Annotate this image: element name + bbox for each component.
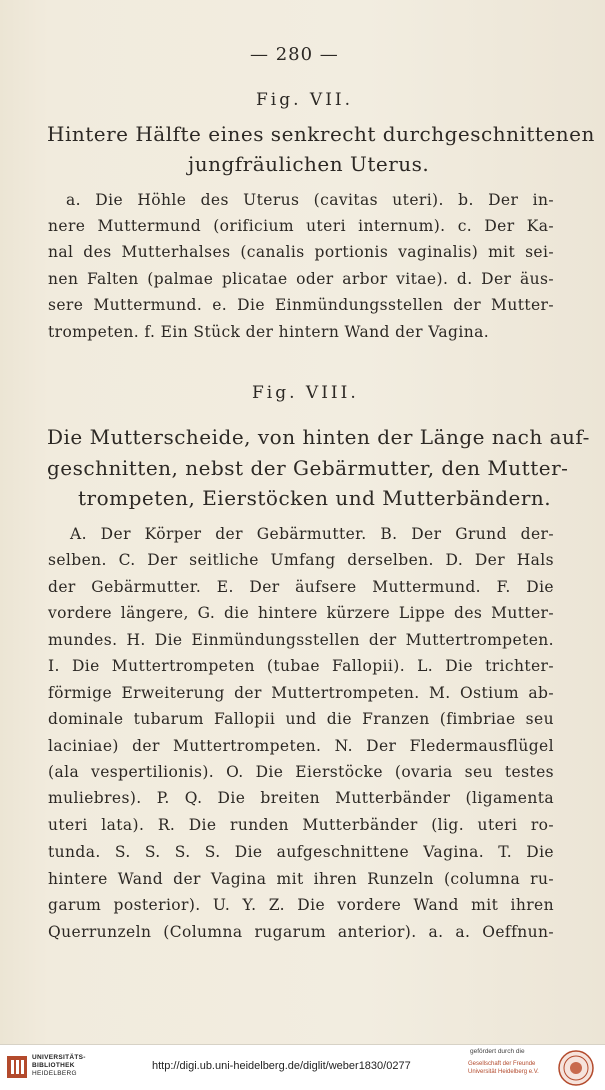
fig8-text-line: hintere Wand der Vagina mit ihren Runzeln (columna ru- [48, 870, 554, 888]
library-logo-text [32, 1054, 86, 1078]
logo-line: UNIVERSITÄTS- [32, 1054, 86, 1061]
page-number: — 280 — [250, 44, 339, 65]
fig8-text-line: dominale tubarum Fallopii und die Franzen (fimbriae seu [48, 710, 554, 728]
fig8-text-line: vordere längere, G. die hintere kürzere Lippe des Mutter- [48, 604, 554, 622]
fig8-text-line: der Gebärmutter. E. Der äufsere Muttermund. F. Die [48, 578, 554, 596]
fig8-text-line: (ala vespertilionis). O. Die Eierstöcke (ovaria seu testes [48, 763, 554, 781]
funding-org-line: Gesellschaft der Freunde [468, 1061, 536, 1067]
fig8-text-line: garum posterior). U. Y. Z. Die vordere Wand mit ihren [48, 896, 554, 914]
university-seal-icon [558, 1050, 594, 1086]
viewer-footer [0, 1044, 605, 1090]
fig8-text-line: mundes. H. Die Einmündungsstellen der Muttertrompeten. [48, 631, 554, 649]
funding-org-line: Universität Heidelberg e.V. [468, 1069, 539, 1075]
fig8-text-line: muliebres). P. Q. Die breiten Mutterbänder (ligamenta [48, 789, 554, 807]
fig7-text-line: nere Muttermund (orificium uteri internum). c. Der Ka- [48, 217, 554, 235]
logo-line: HEIDELBERG [32, 1070, 77, 1077]
university-library-logo-icon [6, 1054, 28, 1080]
fig7-text-line: a. Die Höhle des Uterus (cavitas uteri). b. Der in- [66, 191, 554, 209]
permalink-url[interactable]: http://digi.ub.uni-heidelberg.de/diglit/weber1830/0277 [152, 1060, 411, 1072]
fig8-text-line: laciniae) der Muttertrompeten. N. Der Fledermausflügel [48, 737, 554, 755]
funded-by-label: gefördert durch die [470, 1048, 525, 1055]
fig7-text-line: sere Muttermund. e. Die Einmündungsstellen der Mutter- [48, 296, 554, 314]
fig8-text-line: I. Die Muttertrompeten (tubae Fallopii). L. Die trichter- [48, 657, 554, 675]
fig8-text-line: A. Der Körper der Gebärmutter. B. Der Grund der- [70, 525, 554, 543]
funding-organization [468, 1060, 539, 1076]
fig8-text-line: förmige Erweiterung der Muttertrompeten. M. Ostium ab- [48, 684, 554, 702]
fig8-title-line: Die Mutterscheide, von hinten der Länge nach auf- [47, 425, 590, 449]
fig7-title-line: jungfräulichen Uterus. [188, 152, 430, 176]
fig8-title-line: trompeten, Eierstöcken und Mutterbändern. [78, 486, 552, 510]
fig8-text-line: selben. C. Der seitliche Umfang derselben. D. Der Hals [48, 551, 554, 569]
fig8-title-line: geschnitten, nebst der Gebärmutter, den Mutter- [47, 456, 569, 480]
fig7-text-line: trompeten. f. Ein Stück der hintern Wand der Vagina. [48, 323, 490, 341]
fig8-text-line: uteri lata). R. Die runden Mutterbänder (lig. uteri ro- [48, 816, 554, 834]
fig7-heading: Fig. VII. [256, 90, 354, 110]
fig7-text-line: nen Falten (palmae plicatae oder arbor vitae). d. Der äus- [48, 270, 554, 288]
logo-line: BIBLIOTHEK [32, 1062, 75, 1069]
fig7-text-line: nal des Mutterhalses (canalis portionis vaginalis) mit sei- [48, 243, 554, 261]
fig8-text-line: tunda. S. S. S. S. Die aufgeschnittene Vagina. T. Die [48, 843, 554, 861]
fig7-title-line: Hintere Hälfte eines senkrecht durchgeschnittenen [47, 122, 595, 146]
fig8-heading: Fig. VIII. [252, 383, 359, 403]
fig8-text-line: Querrunzeln (Columna rugarum anterior). a. a. Oeffnun- [48, 923, 554, 941]
